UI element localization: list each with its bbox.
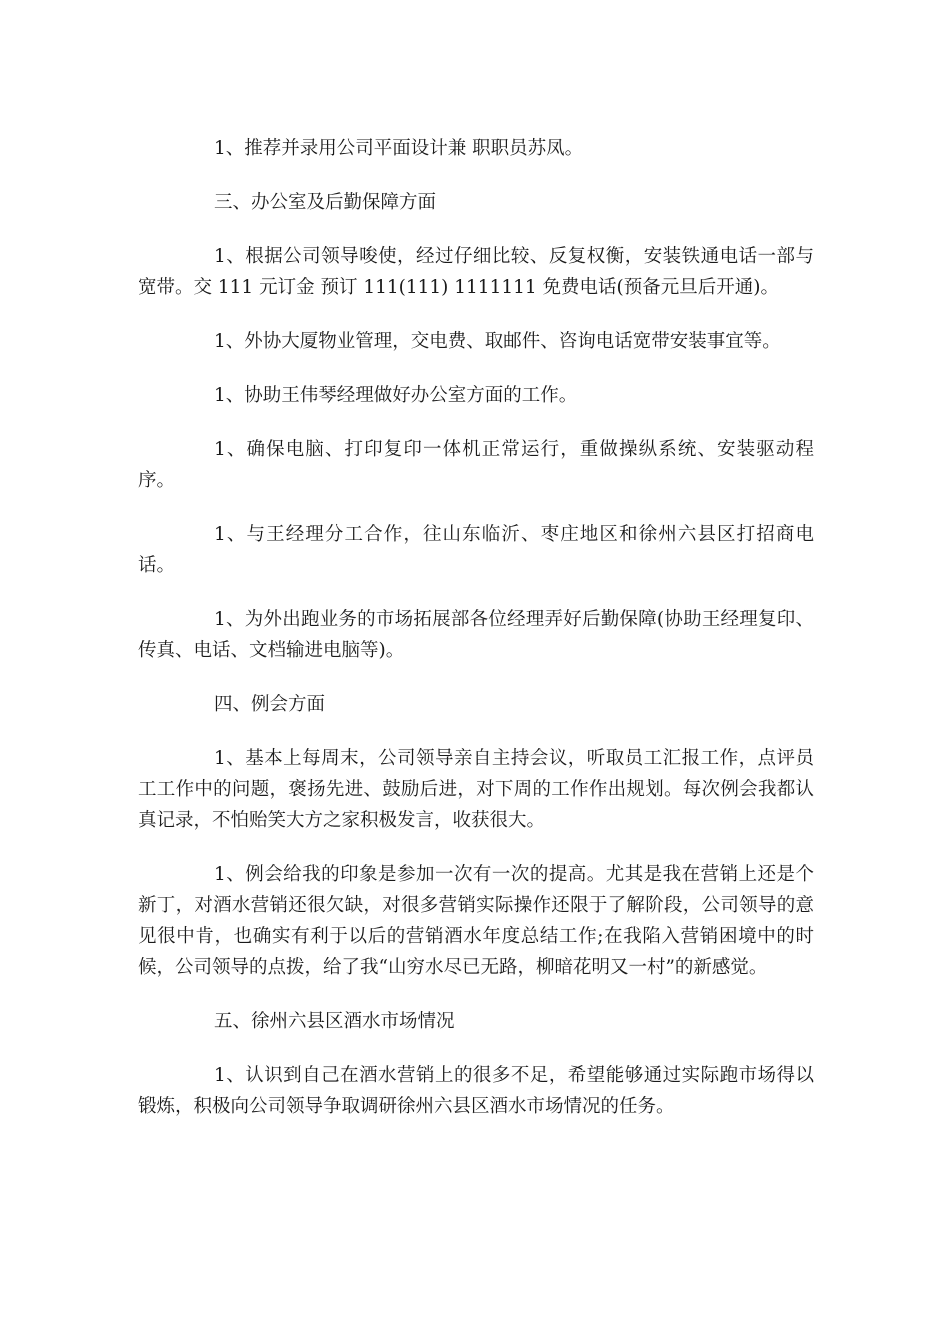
paragraph-market-research: 1、认识到自己在酒水营销上的很多不足，希望能够通过实际跑市场得以锻炼，积极向公司领导争取调研徐州六县区酒水市场情况的任务。 <box>138 1065 814 1117</box>
paragraph-logistics-support: 1、为外出跑业务的市场拓展部各位经理弄好后勤保障(协助王经理复印、传真、电话、文档输进电脑等)。 <box>138 609 814 661</box>
section-heading-market: 五、徐州六县区酒水市场情况 <box>214 1011 455 1032</box>
paragraph-computer-maintenance: 1、确保电脑、打印复印一体机正常运行，重做操纵系统、安装驱动程序。 <box>138 439 814 491</box>
section-heading-meetings: 四、例会方面 <box>214 694 326 715</box>
paragraph-meeting-impression: 1、例会给我的印象是参加一次有一次的提高。尤其是我在营销上还是个新丁，对酒水营销还很欠缺，对很多营销实际操作还限于了解阶段，公司领导的意见很中肯，也确实有利于以后的营销酒水年度总结工作;在我陷入营销困境中的时候，公司领导的点拨，给了我“山穷水尽已无路，柳暗花明又一村”的新感觉。 <box>138 864 814 978</box>
document-body <box>138 133 814 1145</box>
paragraph-sales-calls: 1、与王经理分工合作，往山东临沂、枣庄地区和徐州六县区打招商电话。 <box>138 524 814 576</box>
paragraph-weekly-meeting: 1、基本上每周末，公司领导亲自主持会议，听取员工汇报工作，点评员工工作中的问题，褒扬先进、鼓励后进，对下周的工作作出规划。每次例会我都认真记录，不怕贻笑大方之家积极发言，收获很大。 <box>138 748 814 831</box>
section-heading-office-logistics: 三、办公室及后勤保障方面 <box>214 192 437 213</box>
paragraph-property-management: 1、外协大厦物业管理，交电费、取邮件、咨询电话宽带安装事宜等。 <box>214 331 781 352</box>
paragraph-phone-broadband: 1、根据公司领导唆使，经过仔细比较、反复权衡，安装铁通电话一部与宽带。交 111 元订金 预订 111(111) 1111111 免费电话(预备元旦后开通)。 <box>138 246 814 298</box>
paragraph-assist-manager: 1、协助王伟琴经理做好办公室方面的工作。 <box>214 385 578 406</box>
paragraph-recruit-designer: 1、推荐并录用公司平面设计兼 职职员苏凤。 <box>214 138 584 159</box>
